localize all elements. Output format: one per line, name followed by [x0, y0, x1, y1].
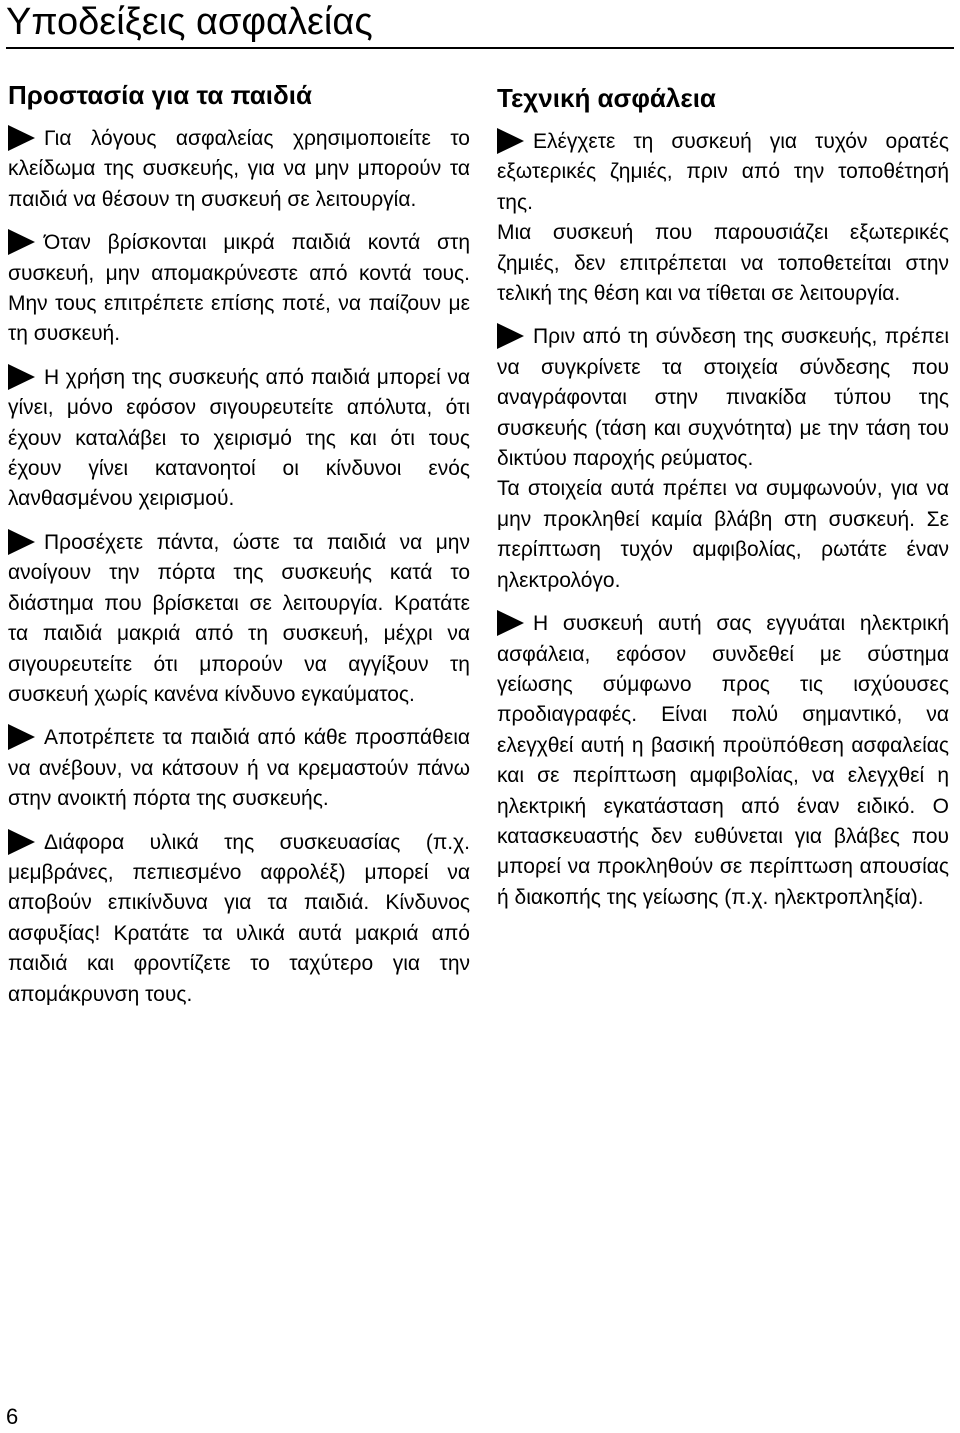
item-text: Πριν από τη σύνδεση της συσκευής, πρέπει να συγκρίνετε τα στοιχεία σύνδεσης που αναγράφονται στην πινακίδα τύπου της συσκευής (τάση και συχνότητα) με την τάση του δικτύου παροχής ρεύματος. [497, 325, 949, 471]
arrow-right-icon [497, 610, 524, 636]
arrow-right-icon [8, 229, 35, 255]
arrow-right-icon [8, 829, 35, 855]
list-item [8, 228, 470, 350]
arrow-right-icon [8, 529, 35, 555]
list-item [497, 127, 949, 309]
list-item [8, 828, 470, 1010]
item-text: Η χρήση της συσκευής από παιδιά μπορεί να γίνει, μόνο εφόσον σιγουρευτείτε απόλυτα, ότι έχουν καταλάβει το χειρισμό της και ότι τους έχουν γίνει κατανοητοί οι κίνδυνοι ενός λανθασμένου χειρισμού. [8, 365, 470, 511]
list-item [8, 528, 470, 710]
list-item [8, 723, 470, 814]
title-divider [6, 47, 954, 49]
item-followup-text: Μια συσκευή που παρουσιάζει εξωτερικές ζημιές, δεν επιτρέπεται να τοποθετείται στην τελική της θέση και να τίθεται σε λειτουργία. [497, 221, 949, 306]
arrow-right-icon [8, 125, 35, 151]
list-item [497, 322, 949, 596]
arrow-right-icon [8, 364, 35, 390]
list-item [8, 363, 470, 515]
arrow-right-icon [8, 724, 35, 750]
arrow-right-icon [497, 323, 524, 349]
section-heading-technical-safety: Τεχνική ασφάλεια [497, 83, 716, 113]
item-text: Για λόγους ασφαλείας χρησιμοποιείτε το κλείδωμα της συσκευής, για να μην μπορούν τα παιδιά να θέσουν τη συσκευή σε λειτουργία. [8, 127, 470, 211]
item-text: Όταν βρίσκονται μικρά παιδιά κοντά στη συσκευή, μην απομακρύνεστε από κοντά τους. Μην τους επιτρέπετε επίσης ποτέ, να παίζουν με τη συσκευή. [8, 231, 470, 346]
item-text: Η συσκευή αυτή σας εγγυάται ηλεκτρική ασφάλεια, εφόσον συνδεθεί με σύστημα γείωσης σύμφωνο προς τις ισχύουσες προδιαγραφές. Είναι πολύ σημαντικό, να ελεγχθεί αυτή η βασική προϋπόθεση ασφαλείας και σε περίπτωση αμφιβολίας, να ελεγχθεί η ηλεκτρική εγκατάσταση από έναν ειδικό. Ο κατασκευαστής δεν ευθύνεται για βλάβες που μπορεί να προκληθούν σε περίπτωση απουσίας ή διακοπής της γείωσης (π.χ. ηλεκτροπληξία). [497, 612, 949, 909]
list-item [497, 609, 949, 913]
item-text: Προσέχετε πάντα, ώστε τα παιδιά να μην ανοίγουν την πόρτα της συσκευής κατά το διάστημα που βρίσκεται σε λειτουργία. Κρατάτε τα παιδιά μακριά από τη συσκευή, μέχρι να σιγουρευτείτε ότι μπορούν να αγγίξουν τη συσκευή χωρίς κανένα κίνδυνο εγκαύματος. [8, 530, 470, 706]
technical-safety-section [497, 76, 949, 926]
child-protection-section [8, 76, 470, 1023]
item-text: Ελέγχετε τη συσκευή για τυχόν ορατές εξωτερικές ζημιές, πριν από την τοποθέτησή της. [497, 130, 949, 214]
arrow-right-icon [497, 128, 524, 154]
page-title: Υποδείξεις ασφαλείας [6, 1, 373, 43]
page-number: 6 [6, 1404, 19, 1429]
item-followup-text: Τα στοιχεία αυτά πρέπει να συμφωνούν, για να μην προκληθεί καμία βλάβη στη συσκευή. Σε περίπτωση τυχόν αμφιβολίας, ρωτάτε έναν ηλεκτρολόγο. [497, 477, 949, 592]
section-heading-child-protection: Προστασία για τα παιδιά [8, 80, 312, 110]
list-item [8, 124, 470, 215]
item-text: Διάφορα υλικά της συσκευασίας (π.χ. μεμβράνες, πεπιεσμένο αφρολέξ) μπορεί να αποβούν επικίνδυνα για τα παιδιά. Κίνδυνος ασφυξίας! Κρατάτε τα υλικά αυτά μακριά από παιδιά και φροντίζετε το ταχύτερο για την απομάκρυνση τους. [8, 830, 470, 1006]
item-text: Αποτρέπετε τα παιδιά από κάθε προσπάθεια να ανέβουν, να κάτσουν ή να κρεμαστούν πάνω στην ανοικτή πόρτα της συσκευής. [8, 726, 470, 811]
